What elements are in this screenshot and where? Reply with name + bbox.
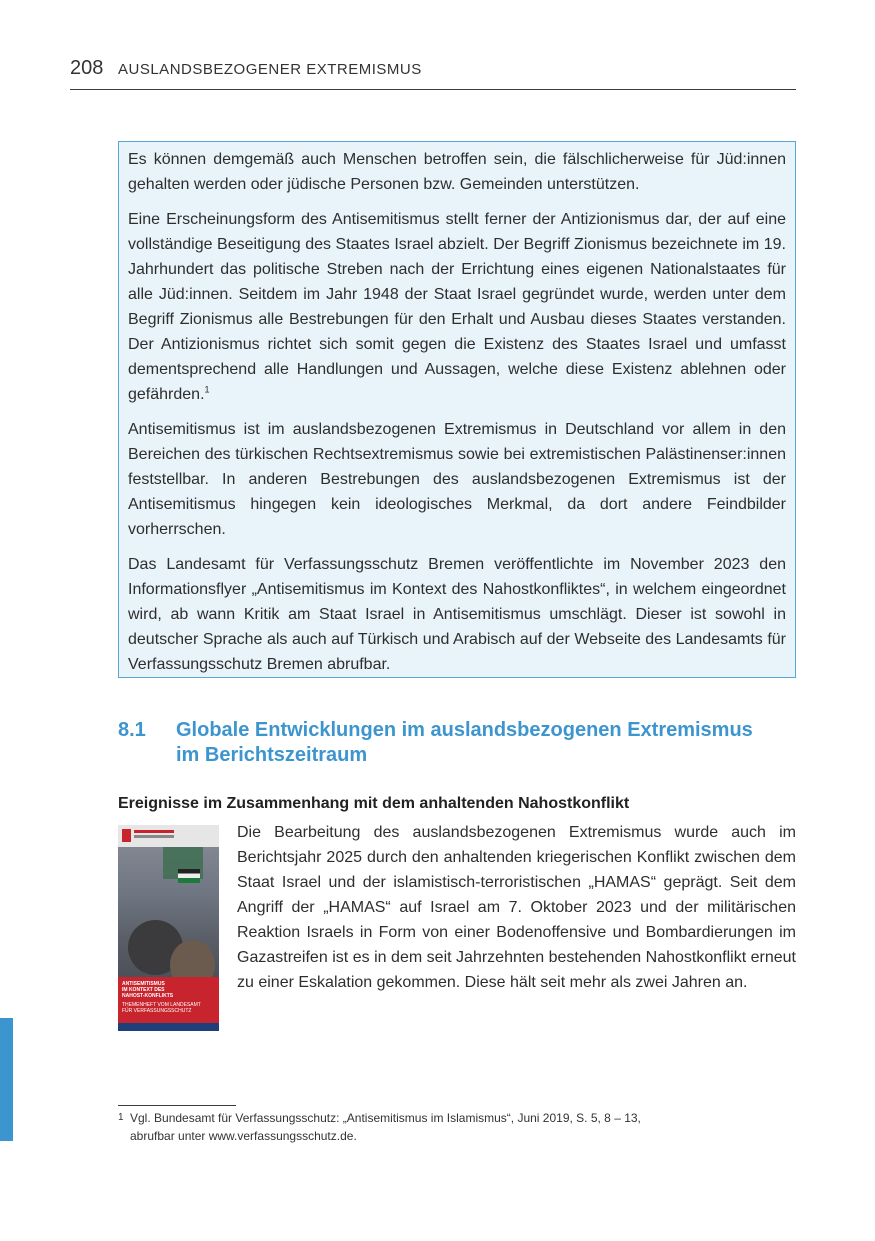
footnote-reference[interactable]: 1: [204, 384, 210, 395]
footnote-mark: 1: [118, 1112, 124, 1123]
info-paragraph: Es können demgemäß auch Menschen betroffen sein, die fälschlicherweise für Jüd:innen gehalten werden oder jüdische Personen bzw. Gemeinden unterstützen.: [128, 151, 786, 193]
flyer-logo-text: [134, 830, 174, 833]
section-title: Globale Entwicklungen im auslandsbezogenen Extremismus im Berichtszeitraum: [176, 719, 753, 766]
footnote-divider: [118, 1105, 236, 1106]
flyer-title-line: NAHOST-KONFLIKTS: [122, 993, 174, 999]
info-paragraph: Antisemitismus ist im auslandsbezogenen Extremismus in Deutschland vor allem in den Bereichen des türkischen Rechtsextremismus sowie bei extremistischen Palästinenser:innen feststellbar. In anderen Bestrebungen des auslandsbezogenen Extremismus ist der Antisemitismus hingegen kein ideologisches Merkmal, da dort andere Feindbilder vorherrschen.: [128, 421, 786, 538]
flyer-top-bar: [118, 825, 219, 847]
footnote-line: abrufbar unter www.verfassungsschutz.de.: [130, 1129, 357, 1143]
page-number: 208: [70, 57, 104, 79]
footnote-text: [130, 1109, 730, 1145]
subsection-heading: Ereignisse im Zusammenhang mit dem anhaltenden Nahostkonflikt: [118, 795, 630, 812]
footnote-line: Vgl. Bundesamt für Verfassungsschutz: „Antisemitismus im Islamismus“, Juni 2019, S. 5, 8 – 13,: [130, 1111, 641, 1125]
flyer-logo-icon: [122, 829, 131, 842]
flyer-title-line: ANTISEMITISMUS: [122, 981, 165, 987]
info-box: [118, 141, 796, 678]
info-paragraph: Eine Erscheinungsform des Antisemitismus stellt ferner der Antizionismus dar, der auf eine vollständige Beseitigung des Staates Israel abzielt. Der Begriff Zionismus bezeichnete im 19. Jahrhundert das politische Streben nach der Errichtung eines eigenen Nationalstaates für alle Jüd:innen. Seitdem im Jahr 1948 der Staat Israel gegründet wurde, werden unter dem Begriff Zionismus alle Bestrebungen für den Erhalt und Ausbau dieses Staates verstanden. Der Antizionismus richtet sich somit gegen die Existenz des Staates Israel und umfasst dementsprechend alle Handlungen und Aussagen, welche diese Existenz ablehnen oder gefährden.$^1$: [128, 211, 786, 403]
flag-icon: [178, 869, 200, 883]
info-paragraph: Das Landesamt für Verfassungsschutz Bremen veröffentlichte im November 2023 den Informationsflyer „Antisemitismus im Kontext des Nahostkonfliktes“, in welchem eingeordnet wird, ab wann Kritik am Staat Israel in Antisemitismus umschlägt. Dieser ist sowohl in deutscher Sprache als auch auf Türkisch und Arabisch auf der Webseite des Landesamts für Verfassungsschutz Bremen abrufbar.: [128, 556, 786, 673]
flyer-title-line: IM KONTEXT DES: [122, 987, 165, 993]
page-header: [70, 57, 796, 90]
running-title: AUSLANDSBEZOGENER EXTREMISMUS: [118, 61, 422, 78]
flyer-cover-image: [118, 825, 219, 1031]
flyer-subtitle-line: FÜR VERFASSUNGSSCHUTZ: [122, 1008, 192, 1014]
section-number: 8.1: [118, 719, 146, 741]
flyer-subtitle-line: THEMENHEFT VOM LANDESAMT: [122, 1002, 201, 1008]
chapter-side-tab: [0, 1018, 13, 1141]
flyer-bottom-bar: [118, 1023, 219, 1031]
body-paragraph: Die Bearbeitung des auslandsbezogenen Extremismus wurde auch im Berichtsjahr 2025 durch den anhaltenden kriegerischen Konflikt zwischen dem Staat Israel und der islamistisch-terroristischen „HAMAS“ geprägt. Seit dem Angriff der „HAMAS“ auf Israel am 7. Oktober 2023 und der militärischen Reaktion Israels in Form von einer Bodenoffensive und Bombardierungen im Gazastreifen ist es in dem seit Jahrzehnten bestehenden Nahostkonflikt erneut zu einer Eskalation gekommen. Diese hält seit mehr als zwei Jahren an.: [237, 824, 796, 991]
